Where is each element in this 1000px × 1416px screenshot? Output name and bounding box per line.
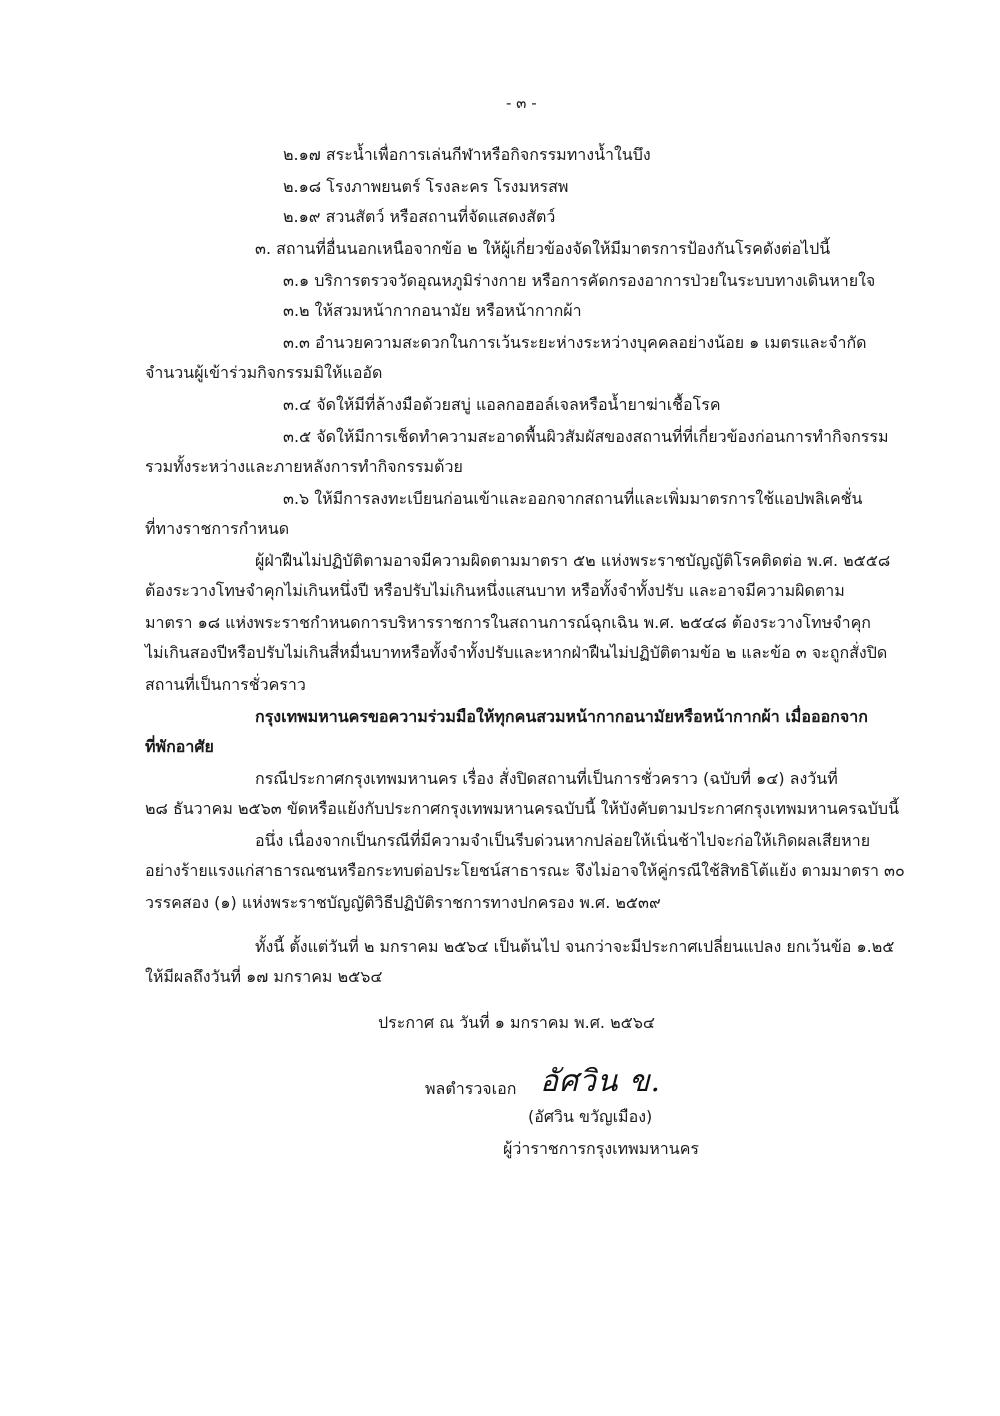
signer-name: (อัศวิน ขวัญเมือง): [528, 1107, 653, 1126]
item-3-6-cont: ที่ทางราชการกำหนด: [145, 519, 290, 538]
penalty-paragraph-line-3: มาตรา ๑๘ แห่งพระราชกำหนดการบริหารราชการในสถานการณ์ฉุกเฉิน พ.ศ. ๒๕๔๘ ต้องระวางโทษจำคุก: [145, 613, 871, 632]
item-2-18: ๒.๑๘ โรงภาพยนตร์ โรงละคร โรงมหรสพ: [283, 177, 569, 196]
item-2-17: ๒.๑๗ สระน้ำเพื่อการเล่นกีฬาหรือกิจกรรมทางน้ำในบึง: [283, 145, 651, 164]
handwritten-signature: [540, 1058, 670, 1108]
item-3-6: ๓.๖ ให้มีการลงทะเบียนก่อนเข้าและออกจากสถานที่และเพิ่มมาตรการใช้แอปพลิเคชั่น: [283, 489, 863, 508]
item-3: ๓. สถานที่อื่นนอกเหนือจากข้อ ๒ ให้ผู้เกี่ยวข้องจัดให้มีมาตรการป้องกันโรคดังต่อไปนี้: [255, 239, 831, 258]
announcement-date: ประกาศ ณ วันที่ ๑ มกราคม พ.ศ. ๒๕๖๔: [378, 1013, 656, 1032]
signer-position: ผู้ว่าราชการกรุงเทพมหานคร: [503, 1139, 700, 1158]
item-3-5: ๓.๕ จัดให้มีการเช็ดทำความสะอาดพื้นผิวสัมผัสของสถานที่ที่เกี่ยวข้องก่อนการทำกิจกรรม: [283, 427, 889, 446]
conflict-paragraph-line-1: กรณีประกาศกรุงเทพมหานคร เรื่อง สั่งปิดสถานที่เป็นการชั่วคราว (ฉบับที่ ๑๔) ลงวันที่: [255, 769, 838, 788]
penalty-paragraph-line-4: ไม่เกินสองปีหรือปรับไม่เกินสี่หมื่นบาทหรือทั้งจำทั้งปรับและหากฝ่าฝืนไม่ปฏิบัติตามข้อ ๒ และข้อ ๓ จะถูกสั่งปิด: [145, 643, 888, 662]
penalty-paragraph-line-2: ต้องระวางโทษจำคุกไม่เกินหนึ่งปี หรือปรับไม่เกินหนึ่งแสนบาท หรือทั้งจำทั้งปรับ และอาจมีความผิดตาม: [145, 581, 845, 600]
penalty-paragraph-line-1: ผู้ฝ่าฝืนไม่ปฏิบัติตามอาจมีความผิดตามมาตรา ๕๒ แห่งพระราชบัญญัติโรคติดต่อ พ.ศ. ๒๕๕๘: [255, 551, 891, 570]
item-3-2: ๓.๒ ให้สวมหน้ากากอนามัย หรือหน้ากากผ้า: [283, 301, 582, 320]
signature-mark: อัศวิน ข.: [540, 1064, 661, 1099]
item-3-5-cont: รวมทั้งระหว่างและภายหลังการทำกิจกรรมด้วย: [145, 457, 463, 476]
effective-paragraph-line-1: ทั้งนี้ ตั้งแต่วันที่ ๒ มกราคม ๒๕๖๔ เป็นต้นไป จนกว่าจะมีประกาศเปลี่ยนแปลง ยกเว้นข้อ ๑.๒๕: [255, 937, 895, 956]
signer-rank: พลตำรวจเอก: [425, 1079, 517, 1098]
penalty-paragraph-line-5: สถานที่เป็นการชั่วคราว: [145, 675, 306, 694]
item-2-19: ๒.๑๙ สวนสัตว์ หรือสถานที่จัดแสดงสัตว์: [283, 207, 556, 226]
item-3-4: ๓.๔ จัดให้มีที่ล้างมือด้วยสบู่ แอลกอฮอล์เจลหรือน้ำยาฆ่าเชื้อโรค: [283, 395, 721, 414]
item-3-3: ๓.๓ อำนวยความสะดวกในการเว้นระยะห่างระหว่างบุคคลอย่างน้อย ๑ เมตรและจำกัด: [283, 333, 867, 352]
page-number: - ๓ -: [506, 94, 537, 112]
mask-request-line-1: กรุงเทพมหานครขอความร่วมมือให้ทุกคนสวมหน้ากากอนามัยหรือหน้ากากผ้า เมื่อออกจาก: [255, 707, 868, 726]
effective-paragraph-line-2: ให้มีผลถึงวันที่ ๑๗ มกราคม ๒๕๖๔: [145, 967, 383, 986]
item-3-1: ๓.๑ บริการตรวจวัดอุณหภูมิร่างกาย หรือการคัดกรองอาการป่วยในระบบทางเดินหายใจ: [283, 271, 876, 290]
mask-request-line-2: ที่พักอาศัย: [145, 737, 214, 756]
urgency-paragraph-line-3: วรรคสอง (๑) แห่งพระราชบัญญัติวิธีปฏิบัติราชการทางปกครอง พ.ศ. ๒๕๓๙: [145, 893, 661, 912]
item-3-3-cont: จำนวนผู้เข้าร่วมกิจกรรมมิให้แออัด: [145, 363, 383, 382]
urgency-paragraph-line-2: อย่างร้ายแรงแก่สาธารณชนหรือกระทบต่อประโยชน์สาธารณะ จึงไม่อาจให้คู่กรณีใช้สิทธิโต้แย้ง ตามมาตรา ๓๐: [145, 861, 905, 880]
conflict-paragraph-line-2: ๒๘ ธันวาคม ๒๕๖๓ ขัดหรือแย้งกับประกาศกรุงเทพมหานครฉบับนี้ ให้บังคับตามประกาศกรุงเทพมหานครฉบับนี้: [145, 799, 900, 818]
urgency-paragraph-line-1: อนึ่ง เนื่องจากเป็นกรณีที่มีความจำเป็นรีบด่วนหากปล่อยให้เนิ่นช้าไปจะก่อให้เกิดผลเสียหาย: [255, 831, 871, 850]
